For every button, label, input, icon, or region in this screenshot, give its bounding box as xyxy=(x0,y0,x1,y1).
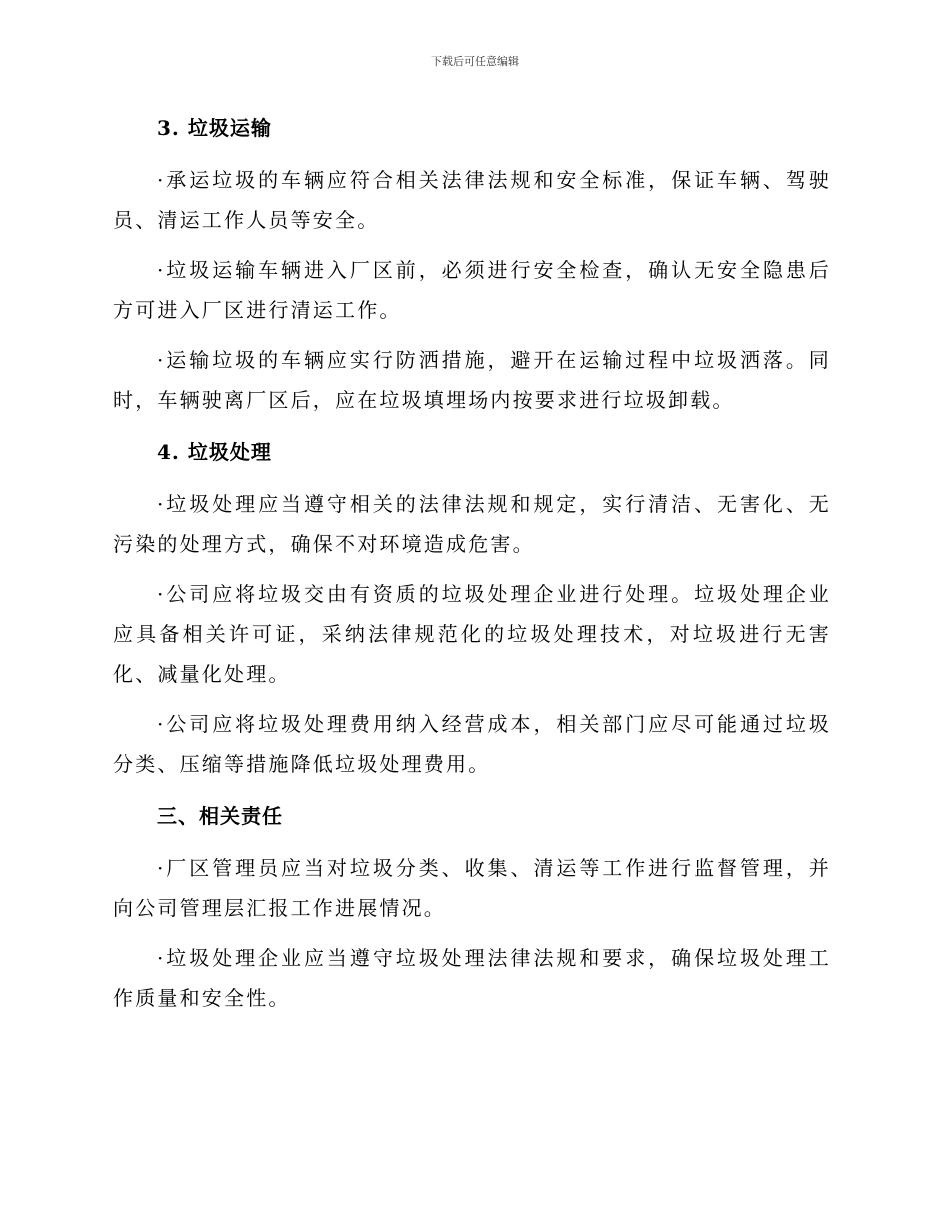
section-heading-responsibility: 三、相关责任 xyxy=(157,804,283,828)
section-heading-transport: 3. 垃圾运输 xyxy=(157,116,272,140)
paragraph: ·承运垃圾的车辆应符合相关法律法规和安全标准，保证车辆、驾驶员、清运工作人员等安全。 xyxy=(113,168,831,232)
paragraph: ·运输垃圾的车辆应实行防洒措施，避开在运输过程中垃圾洒落。同时，车辆驶离厂区后，应在垃圾填埋场内按要求进行垃圾卸载。 xyxy=(113,348,831,412)
section-heading-treatment: 4. 垃圾处理 xyxy=(157,440,272,464)
paragraph: ·公司应将垃圾处理费用纳入经营成本，相关部门应尽可能通过垃圾分类、压缩等措施降低垃圾处理费用。 xyxy=(113,712,831,776)
paragraph: ·垃圾运输车辆进入厂区前，必须进行安全检查，确认无安全隐患后方可进入厂区进行清运工作。 xyxy=(113,258,831,322)
paragraph: ·公司应将垃圾交由有资质的垃圾处理企业进行处理。垃圾处理企业应具备相关许可证，采纳法律规范化的垃圾处理技术，对垃圾进行无害化、减量化处理。 xyxy=(113,582,831,686)
document-body xyxy=(113,110,831,1018)
paragraph: ·厂区管理员应当对垃圾分类、收集、清运等工作进行监督管理，并向公司管理层汇报工作进展情况。 xyxy=(113,856,831,920)
paragraph: ·垃圾处理应当遵守相关的法律法规和规定，实行清洁、无害化、无污染的处理方式，确保不对环境造成危害。 xyxy=(113,492,831,556)
paragraph: ·垃圾处理企业应当遵守垃圾处理法律法规和要求，确保垃圾处理工作质量和安全性。 xyxy=(113,946,831,1010)
page-header-note: 下载后可任意编辑 xyxy=(431,55,519,68)
